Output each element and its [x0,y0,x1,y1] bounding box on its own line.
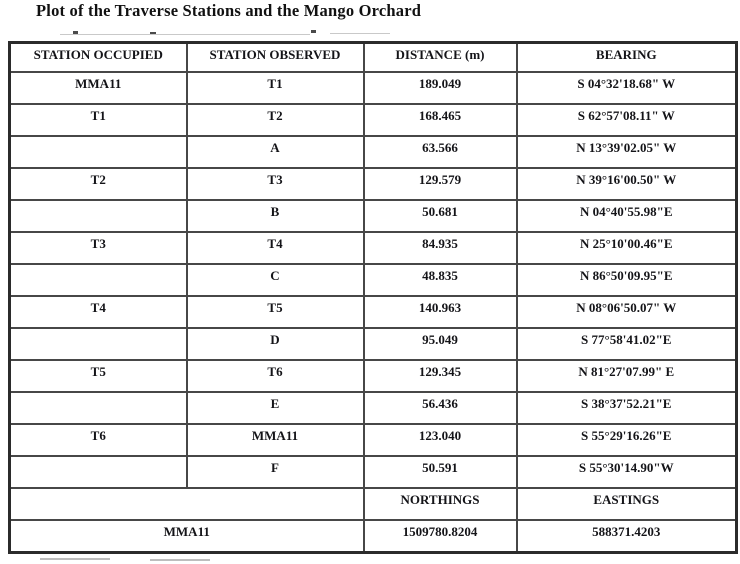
cell-distance: 50.591 [364,456,517,488]
cell-station-occupied: T6 [10,424,187,456]
table-row [10,456,737,488]
cell-bearing: N 13°39'02.05" W [517,136,737,168]
cell-distance: 189.049 [364,72,517,104]
table-row [10,392,737,424]
table-row [10,424,737,456]
cell-distance: 84.935 [364,232,517,264]
cell-station-observed: T6 [187,360,364,392]
column-header-station-observed: STATION OBSERVED [187,43,364,73]
cell-distance: 63.566 [364,136,517,168]
traverse-table [8,41,738,554]
cell-distance: 95.049 [364,328,517,360]
cell-station-observed: T5 [187,296,364,328]
cell-bearing: S 55°30'14.90"W [517,456,737,488]
summary-station-cell: MMA11 [10,520,364,553]
northings-header: NORTHINGS [364,488,517,520]
cell-distance: 48.835 [364,264,517,296]
cell-station-occupied: T3 [10,232,187,264]
table-row [10,264,737,296]
summary-value-row [10,520,737,553]
scan-artifact [60,34,310,35]
table-row [10,360,737,392]
cell-station-observed: C [187,264,364,296]
cell-station-observed: T3 [187,168,364,200]
cell-station-occupied: T2 [10,168,187,200]
cell-station-occupied [10,392,187,424]
cell-station-occupied [10,200,187,232]
cell-station-occupied: T4 [10,296,187,328]
cell-station-observed: E [187,392,364,424]
table-row [10,136,737,168]
cell-distance: 123.040 [364,424,517,456]
summary-header-row [10,488,737,520]
cell-bearing: N 08°06'50.07" W [517,296,737,328]
cell-station-observed: MMA11 [187,424,364,456]
cell-bearing: S 38°37'52.21"E [517,392,737,424]
summary-empty-cell [10,488,364,520]
eastings-header: EASTINGS [517,488,737,520]
scan-artifact [330,33,390,34]
cell-station-occupied [10,136,187,168]
cell-station-observed: D [187,328,364,360]
cell-station-occupied: T5 [10,360,187,392]
table-row [10,296,737,328]
cell-station-observed: T4 [187,232,364,264]
cell-station-occupied [10,264,187,296]
column-header-station-occupied: STATION OCCUPIED [10,43,187,73]
cell-bearing: N 86°50'09.95"E [517,264,737,296]
cell-station-occupied: MMA11 [10,72,187,104]
table-row [10,104,737,136]
cell-bearing: S 62°57'08.11" W [517,104,737,136]
cell-station-observed: F [187,456,364,488]
cell-distance: 140.963 [364,296,517,328]
table-row [10,232,737,264]
cell-bearing: N 25°10'00.46"E [517,232,737,264]
cell-distance: 129.345 [364,360,517,392]
scan-artifact [150,559,210,561]
table-row [10,168,737,200]
column-header-distance: DISTANCE (m) [364,43,517,73]
cell-bearing: S 77°58'41.02"E [517,328,737,360]
cell-bearing: S 55°29'16.26"E [517,424,737,456]
cell-station-occupied: T1 [10,104,187,136]
eastings-value: 588371.4203 [517,520,737,553]
cell-station-occupied [10,328,187,360]
cell-bearing: N 39°16'00.50" W [517,168,737,200]
column-header-bearing: BEARING [517,43,737,73]
table-header-row [10,43,737,73]
northings-value: 1509780.8204 [364,520,517,553]
cell-station-observed: A [187,136,364,168]
table-row [10,328,737,360]
cell-station-observed: T2 [187,104,364,136]
cell-station-observed: T1 [187,72,364,104]
cell-bearing: S 04°32'18.68" W [517,72,737,104]
table-row [10,200,737,232]
cell-distance: 129.579 [364,168,517,200]
cell-distance: 56.436 [364,392,517,424]
cell-station-occupied [10,456,187,488]
cell-distance: 168.465 [364,104,517,136]
scan-artifact [40,558,110,560]
cell-bearing: N 81°27'07.99" E [517,360,737,392]
table-row [10,72,737,104]
page-title: Plot of the Traverse Stations and the Mango Orchard [36,1,422,20]
scan-artifact [311,30,316,33]
cell-distance: 50.681 [364,200,517,232]
cell-bearing: N 04°40'55.98"E [517,200,737,232]
cell-station-observed: B [187,200,364,232]
